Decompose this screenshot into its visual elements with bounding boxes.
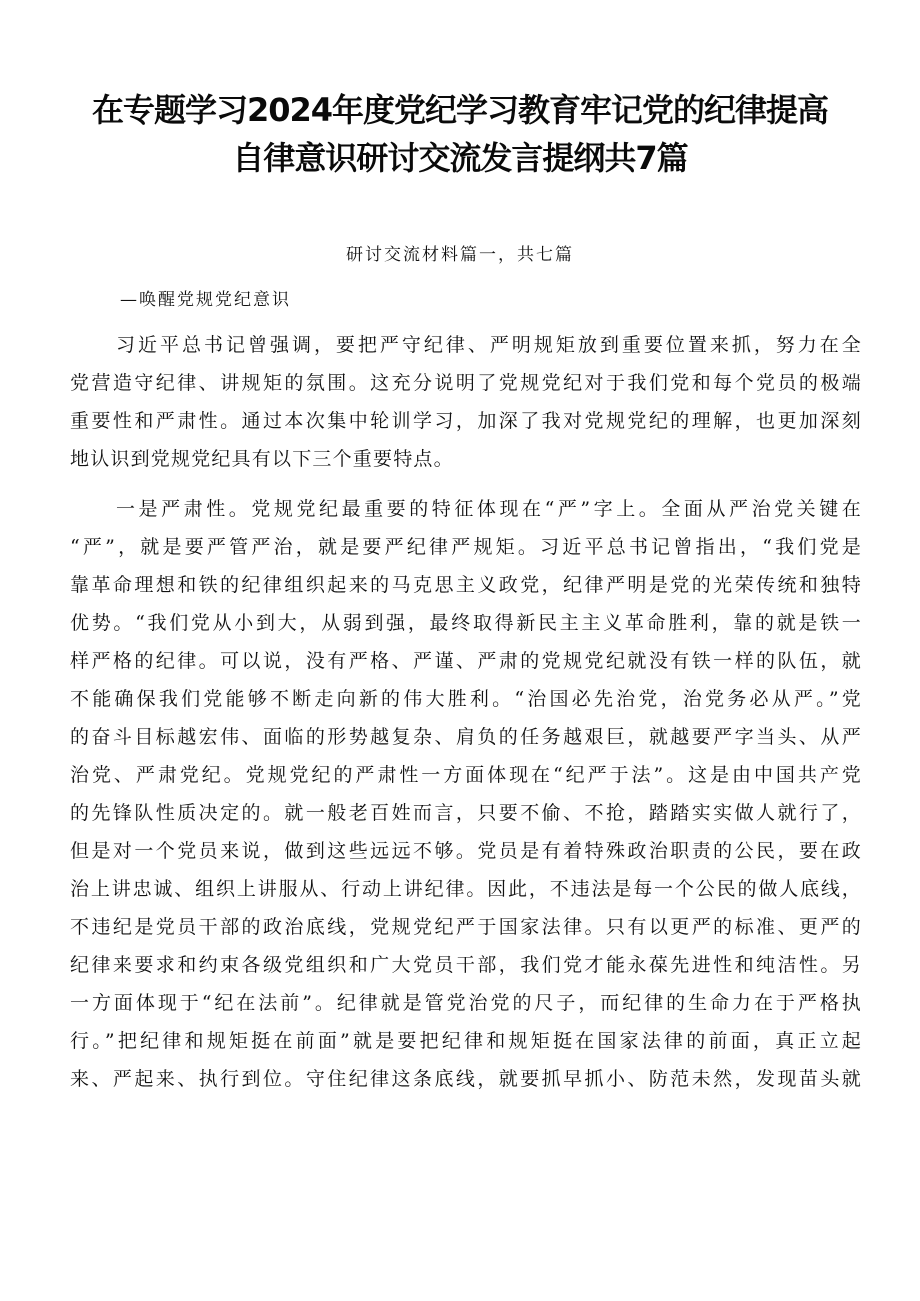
paragraph-line: 纪律来要求和约束各级党组织和广大党员干部，我们党才能永葆先进性和纯洁性。另: [70, 954, 862, 976]
paragraph-line: 党营造守纪律、讲规矩的氛围。这充分说明了党规党纪对于我们党和每个党员的极端: [70, 372, 862, 394]
paragraph-line: 来、严起来、执行到位。守住纪律这条底线，就要抓早抓小、防范未然，发现苗头就: [70, 1068, 862, 1090]
title-line-1: 在专题学习2024年度党纪学习教育牢记党的纪律提高: [91, 91, 829, 129]
paragraph-line: “严”，就是要严管严治，就是要严纪律严规矩。习近平总书记曾指出，“我们党是: [70, 536, 862, 558]
subtitle: 研讨交流材料篇一，共七篇: [346, 245, 574, 265]
paragraph-line: 优势。“我们党从小到大，从弱到强，最终取得新民主主义革命胜利，靠的就是铁一: [70, 612, 862, 634]
body-text: [70, 326, 862, 1098]
paragraph-line: 治党、严肃党纪。党规党纪的严肃性一方面体现在“纪严于法”。这是由中国共产党: [70, 764, 862, 786]
paragraph-line: 习近平总书记曾强调，要把严守纪律、严明规矩放到重要位置来抓，努力在全: [116, 334, 862, 356]
paragraph-line: 重要性和严肃性。通过本次集中轮训学习，加深了我对党规党纪的理解，也更加深刻: [70, 410, 862, 432]
paragraph-line: 不违纪是党员干部的政治底线，党规党纪严于国家法律。只有以更严的标准、更严的: [70, 916, 862, 938]
paragraph-1: [70, 326, 862, 478]
paragraph-line: 的奋斗目标越宏伟、面临的形势越复杂、肩负的任务越艰巨，就越要严字当头、从严: [70, 726, 862, 748]
paragraph-line: 靠革命理想和铁的纪律组织起来的马克思主义政党，纪律严明是党的光荣传统和独特: [70, 574, 862, 596]
paragraph-line: 行。”把纪律和规矩挺在前面”就是要把纪律和规矩挺在国家法律的前面，真正立起: [70, 1030, 862, 1052]
section-heading: —唤醒党规党纪意识: [120, 290, 291, 310]
paragraph-line: 不能确保我们党能够不断走向新的伟大胜利。“治国必先治党，治党务必从严。”党: [70, 688, 862, 710]
paragraph-line: 治上讲忠诚、组织上讲服从、行动上讲纪律。因此，不违法是每一个公民的做人底线，: [70, 878, 862, 900]
paragraph-line: 的先锋队性质决定的。就一般老百姓而言，只要不偷、不抢，踏踏实实做人就行了，: [70, 802, 862, 824]
paragraph-line: 一是严肃性。党规党纪最重要的特征体现在“严”字上。全面从严治党关键在: [116, 498, 862, 520]
paragraph-line: 地认识到党规党纪具有以下三个重要特点。: [70, 448, 454, 470]
paragraph-line: 样严格的纪律。可以说，没有严格、严谨、严肃的党规党纪就没有铁一样的队伍，就: [70, 650, 862, 672]
paragraph-2: [70, 490, 862, 1098]
paragraph-line: 一方面体现于“纪在法前”。纪律就是管党治党的尺子，而纪律的生命力在于严格执: [70, 992, 862, 1014]
title-line-2: 自律意识研讨交流发言提纲共7篇: [232, 139, 688, 177]
document-title: [60, 86, 860, 182]
paragraph-line: 但是对一个党员来说，做到这些远远不够。党员是有着特殊政治职责的公民，要在政: [70, 840, 862, 862]
